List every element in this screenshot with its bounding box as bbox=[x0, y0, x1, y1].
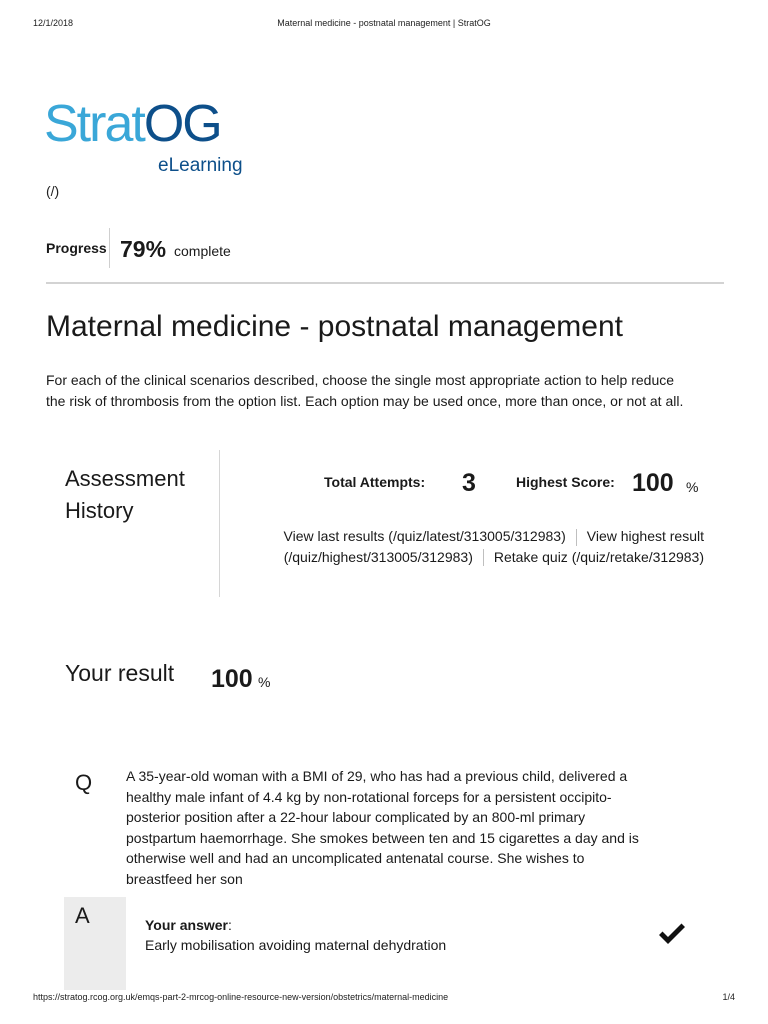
your-answer-text: Early mobilisation avoiding maternal dehydration bbox=[145, 937, 447, 953]
assessment-links bbox=[234, 526, 704, 567]
your-answer-heading bbox=[145, 917, 232, 933]
highest-score-value: 100 bbox=[632, 469, 674, 497]
print-url: https://stratog.rcog.org.uk/emqs-part-2-mrcog-online-resource-new-version/obstetrics/maternal-medicine bbox=[33, 992, 449, 1002]
view-last-results-link[interactable]: View last results (/quiz/latest/313005/312983) bbox=[283, 528, 566, 544]
checkmark-icon bbox=[657, 921, 687, 947]
page-title: Maternal medicine - postnatal management bbox=[46, 310, 623, 343]
logo-strat-text: Strat bbox=[44, 95, 144, 153]
view-highest-result-link[interactable]: View highest result (/quiz/highest/313005/312983) bbox=[283, 528, 704, 565]
home-link[interactable]: (/) bbox=[46, 183, 60, 199]
progress-label: Progress bbox=[46, 240, 107, 256]
total-attempts-label: Total Attempts: bbox=[324, 474, 426, 490]
progress-percent: 79% bbox=[120, 236, 167, 262]
print-page-number: 1/4 bbox=[722, 992, 735, 1002]
link-separator bbox=[576, 529, 577, 546]
your-answer-label: Your answer bbox=[145, 917, 228, 933]
question-marker: Q bbox=[75, 770, 93, 795]
highest-score-label: Highest Score: bbox=[516, 474, 615, 490]
logo-og-text: OG bbox=[143, 95, 221, 153]
assessment-history-heading bbox=[65, 463, 215, 527]
assessment-heading-line2: History bbox=[65, 498, 134, 523]
logo-wordmark bbox=[44, 95, 221, 153]
your-result-unit: % bbox=[258, 674, 271, 690]
logo-elearning-text: eLearning bbox=[158, 155, 243, 176]
assessment-divider bbox=[219, 450, 220, 597]
print-page-title: Maternal medicine - postnatal management | StratOG bbox=[277, 18, 491, 28]
progress-divider bbox=[109, 228, 110, 268]
your-answer-colon: : bbox=[228, 917, 232, 933]
your-result-value: 100 bbox=[211, 665, 253, 693]
progress-suffix: complete bbox=[174, 243, 231, 259]
answer-marker-box bbox=[64, 897, 126, 990]
highest-score-unit: % bbox=[686, 479, 699, 495]
question-text: A 35-year-old woman with a BMI of 29, who has had a previous child, delivered a healthy male infant of 4.4 kg by non-rotational forceps for a persistent occipito-posterior position after a 22-hour labour complicated by an 800-ml primary postpartum haemorrhage. She smokes between ten and 15 cigarettes a day and is otherwise well and had an uncomplicated antenatal course. She wishes to breastfeed her son bbox=[126, 768, 639, 887]
retake-quiz-link[interactable]: Retake quiz (/quiz/retake/312983) bbox=[493, 548, 704, 565]
assessment-heading-line1: Assessment bbox=[65, 466, 185, 491]
quiz-instructions: For each of the clinical scenarios described, choose the single most appropriate action to help reduce the risk of thrombosis from the option list. Each option may be used once, more than once, or not at all. bbox=[46, 372, 684, 409]
section-divider bbox=[46, 282, 724, 284]
print-date: 12/1/2018 bbox=[33, 18, 74, 28]
total-attempts-value: 3 bbox=[462, 469, 476, 497]
your-result-label: Your result bbox=[65, 660, 175, 686]
stratog-logo[interactable] bbox=[44, 95, 243, 176]
link-separator bbox=[483, 549, 484, 566]
answer-marker: A bbox=[75, 903, 90, 928]
